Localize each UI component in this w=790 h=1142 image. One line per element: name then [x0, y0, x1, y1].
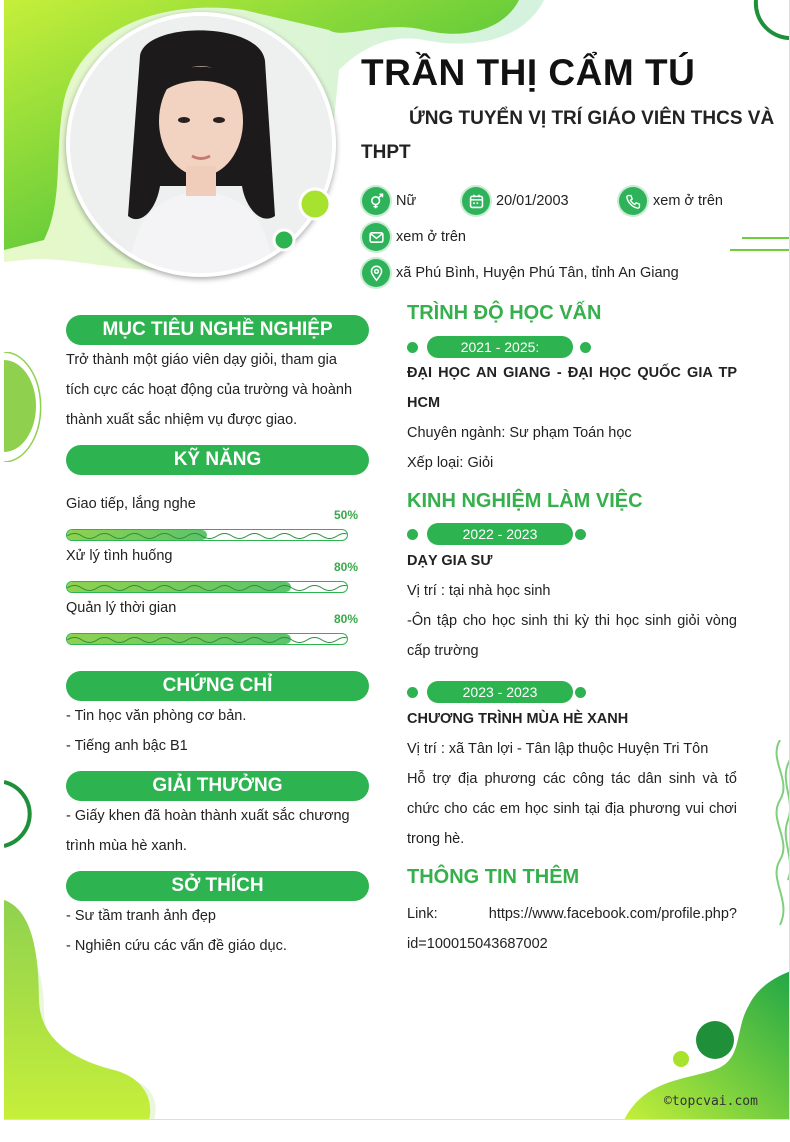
job-period: 2023 - 2023	[427, 681, 573, 703]
timeline-dot	[575, 529, 586, 540]
skills-heading: KỸ NĂNG	[66, 445, 369, 475]
right-lines	[730, 236, 790, 256]
watermark: ©topcvai.com	[664, 1094, 758, 1109]
birthday-info	[462, 187, 569, 215]
left-ring	[4, 780, 44, 850]
candidate-name: TRẦN THỊ CẨM TÚ	[361, 52, 696, 93]
job-desc-line: Hỗ trợ địa phương các công tác dân sinh và tổ	[407, 771, 737, 787]
phone-info	[619, 187, 723, 215]
skill-label: Giao tiếp, lắng nghe	[66, 496, 196, 512]
job-title: CHƯƠNG TRÌNH MÙA HÈ XANH	[407, 711, 629, 727]
avatar-badge-small	[272, 228, 296, 252]
objective-heading: MỤC TIÊU NGHỀ NGHIỆP	[66, 315, 369, 345]
objective-line: tích cực các hoạt động của trường và hoành	[66, 382, 353, 398]
certificate-item: - Tiếng anh bậc B1	[66, 738, 188, 754]
phone-icon	[619, 187, 647, 215]
profile-link-cont[interactable]: id=100015043687002	[407, 936, 548, 952]
calendar-icon	[462, 187, 490, 215]
certificates-list	[66, 701, 366, 761]
skill-label: Xử lý tình huống	[66, 548, 173, 564]
timeline-dot	[575, 687, 586, 698]
certificate-item: - Tin học văn phòng cơ bản.	[66, 708, 247, 724]
right-squiggles	[766, 740, 790, 930]
job-title-line2: THPT	[361, 142, 411, 163]
timeline-dot	[407, 342, 418, 353]
education-grade: Xếp loại: Giỏi	[407, 455, 494, 471]
link-row	[407, 899, 737, 929]
education-major: Chuyên ngành: Sư phạm Toán học	[407, 425, 632, 441]
awards-text	[66, 801, 366, 861]
awards-heading: GIẢI THƯỞNG	[66, 771, 369, 801]
job-title: DẠY GIA SƯ	[407, 553, 493, 569]
resume-page	[4, 0, 790, 1120]
gender-value: Nữ	[396, 193, 417, 209]
education-period: 2021 - 2025:	[427, 336, 573, 358]
job-title-line1: ỨNG TUYỂN VỊ TRÍ GIÁO VIÊN THCS VÀ	[409, 108, 775, 129]
education-period-row	[407, 335, 597, 359]
gender-info	[362, 187, 416, 215]
objective-line: thành xuất sắc nhiệm vụ được giao.	[66, 412, 298, 428]
gender-icon	[362, 187, 390, 215]
education-school	[407, 358, 737, 418]
skill-percent: 80%	[334, 612, 359, 626]
school-line: ĐẠI HỌC AN GIANG - ĐẠI HỌC QUỐC GIA TP	[407, 365, 737, 381]
hobby-item: - Nghiên cứu các vấn đề giáo dục.	[66, 938, 287, 954]
skill-percent: 50%	[334, 508, 359, 522]
location-icon	[362, 259, 390, 287]
job-period: 2022 - 2023	[427, 523, 573, 545]
education-heading: TRÌNH ĐỘ HỌC VẤN	[407, 302, 602, 324]
job-desc-line: trong hè.	[407, 831, 465, 847]
job-position: Vị trí : tại nhà học sinh	[407, 583, 551, 599]
birthday-value: 20/01/2003	[496, 193, 569, 209]
address-value: xã Phú Bình, Huyện Phú Tân, tỉnh An Giang	[396, 265, 679, 281]
job-period-row	[407, 680, 597, 704]
award-line: trình mùa hè xanh.	[66, 838, 187, 854]
skill-bar-wave	[67, 582, 348, 593]
skill-bar	[66, 633, 348, 645]
timeline-dot	[407, 687, 418, 698]
objective-text	[66, 345, 366, 435]
timeline-dot	[407, 529, 418, 540]
certificates-heading: CHỨNG CHỈ	[66, 671, 369, 701]
job-period-row	[407, 522, 597, 546]
award-line: - Giấy khen đã hoàn thành xuất sắc chương	[66, 808, 350, 824]
skill-label: Quản lý thời gian	[66, 600, 177, 616]
timeline-dot	[580, 342, 591, 353]
address-info	[362, 259, 679, 287]
objective-line: Trở thành một giáo viên dạy giỏi, tham gia	[66, 352, 337, 368]
skill-bar-wave	[67, 634, 348, 645]
skill-bar	[66, 529, 348, 541]
email-icon	[362, 223, 390, 251]
job-desc-line: cấp trường	[407, 643, 479, 659]
job-desc-line: chức cho các em học sinh tại địa phương vui chơi	[407, 801, 737, 817]
skill-percent: 80%	[334, 560, 359, 574]
hobbies-list	[66, 901, 366, 961]
skill-bar	[66, 581, 348, 593]
job-entry	[407, 704, 737, 854]
extra-info-heading: THÔNG TIN THÊM	[407, 866, 580, 888]
skill-bar-wave	[67, 530, 348, 541]
hobby-item: - Sư tầm tranh ảnh đẹp	[66, 908, 216, 924]
job-entry	[407, 546, 737, 666]
job-position: Vị trí : xã Tân lợi - Tân lập thuộc Huyện Tri Tôn	[407, 741, 709, 757]
job-desc-line: -Ôn tập cho học sinh thi kỳ thi học sinh giỏi vòng	[407, 613, 737, 629]
avatar-badge-large	[298, 187, 332, 221]
education-details	[407, 418, 737, 478]
link-label: Link:	[407, 906, 438, 922]
phone-value: xem ở trên	[653, 193, 723, 209]
extra-info	[407, 899, 737, 959]
hobbies-heading: SỞ THÍCH	[66, 871, 369, 901]
profile-link[interactable]: https://www.facebook.com/profile.php?	[488, 906, 737, 922]
left-half-circle	[4, 352, 44, 462]
top-right-ring	[744, 0, 790, 50]
experience-heading: KINH NGHIỆM LÀM VIỆC	[407, 490, 643, 512]
email-info	[362, 223, 466, 251]
school-line: HCM	[407, 395, 441, 411]
email-value: xem ở trên	[396, 229, 466, 245]
